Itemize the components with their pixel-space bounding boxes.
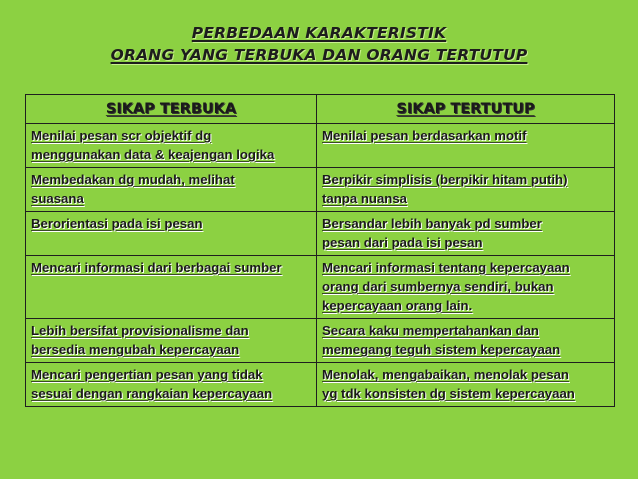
slide-title <box>0 22 638 66</box>
cell-line: orang dari sumbernya sendiri, bukan <box>322 279 554 294</box>
table-row <box>26 124 615 168</box>
cell-line: kepercayaan orang lain. <box>322 298 473 313</box>
table-header-row <box>26 95 615 124</box>
cell-line: Membedakan dg mudah, melihat <box>31 172 235 187</box>
cell-line: pesan dari pada isi pesan <box>322 235 483 250</box>
cell-line: Lebih bersifat provisionalisme dan <box>31 323 249 338</box>
cell-line: Menilai pesan scr objektif dg <box>31 128 212 143</box>
cell-line: tanpa nuansa <box>322 191 408 206</box>
cell-line: Mencari informasi dari berbagai sumber <box>31 260 282 275</box>
table-row <box>26 168 615 212</box>
cell-open-attitude <box>26 363 317 407</box>
table-body <box>26 124 615 407</box>
cell-closed-attitude <box>317 168 615 212</box>
cell-line: Bersandar lebih banyak pd sumber <box>322 216 542 231</box>
cell-closed-attitude <box>317 212 615 256</box>
cell-line: Menolak, mengabaikan, menolak pesan <box>322 367 569 382</box>
cell-line: memegang teguh sistem kepercayaan <box>322 342 561 357</box>
table-row <box>26 319 615 363</box>
header-open-attitude: SIKAP TERBUKA <box>26 95 317 124</box>
cell-open-attitude <box>26 319 317 363</box>
cell-line: Menilai pesan berdasarkan motif <box>322 128 527 143</box>
title-line-2: ORANG YANG TERBUKA DAN ORANG TERTUTUP <box>110 46 528 64</box>
cell-closed-attitude <box>317 124 615 168</box>
cell-line: yg tdk konsisten dg sistem kepercayaan <box>322 386 575 401</box>
cell-line: bersedia mengubah kepercayaan <box>31 342 240 357</box>
cell-line: sesuai dengan rangkaian kepercayaan <box>31 386 273 401</box>
cell-closed-attitude <box>317 256 615 319</box>
cell-open-attitude <box>26 124 317 168</box>
table-row <box>26 212 615 256</box>
table-row <box>26 256 615 319</box>
cell-closed-attitude <box>317 319 615 363</box>
header-closed-attitude: SIKAP TERTUTUP <box>317 95 615 124</box>
cell-closed-attitude <box>317 363 615 407</box>
cell-line: Mencari informasi tentang kepercayaan <box>322 260 570 275</box>
cell-line: menggunakan data & keajengan logika <box>31 147 275 162</box>
cell-line: suasana <box>31 191 84 206</box>
cell-line: Mencari pengertian pesan yang tidak <box>31 367 263 382</box>
comparison-table <box>25 94 615 407</box>
cell-open-attitude <box>26 168 317 212</box>
cell-open-attitude <box>26 256 317 319</box>
cell-line: Secara kaku mempertahankan dan <box>322 323 539 338</box>
cell-open-attitude <box>26 212 317 256</box>
cell-line: Berorientasi pada isi pesan <box>31 216 203 231</box>
table-row <box>26 363 615 407</box>
title-line-1: PERBEDAAN KARAKTERISTIK <box>191 24 447 42</box>
cell-line: Berpikir simplisis (berpikir hitam putih) <box>322 172 568 187</box>
